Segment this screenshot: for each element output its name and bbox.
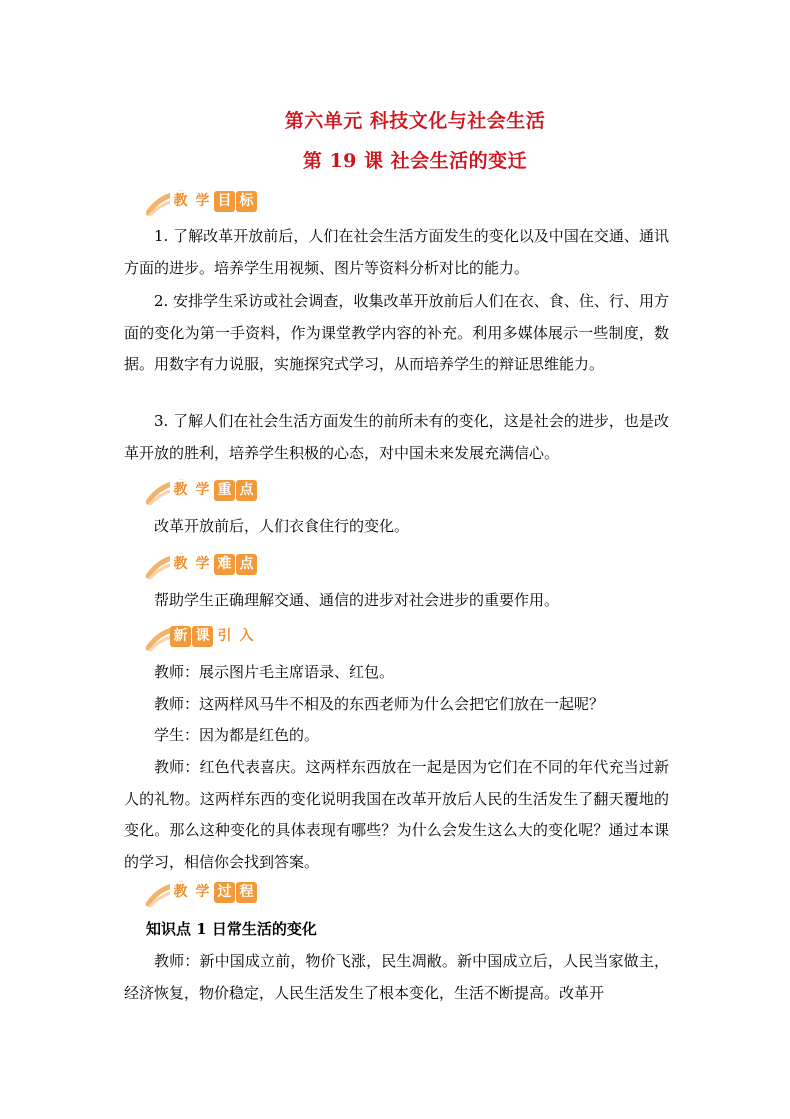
section-char: 目 [214, 191, 235, 212]
section-char: 教 [170, 554, 191, 575]
section-char: 学 [192, 480, 213, 501]
paragraph-intro-2: 教师：这两样风马牛不相及的东西老师为什么会把它们放在一起呢？ [154, 695, 605, 713]
paragraph-goal-1: 1. 了解改革开放前后，人们在社会生活方面发生的变化以及中国在交通、通讯方面的进步。培养学生用视频、图片等资料分析对比的能力。 [124, 227, 669, 277]
section-char: 程 [236, 882, 257, 903]
section-char: 学 [192, 554, 213, 575]
section-header-process [146, 878, 286, 908]
section-header-difficulties [146, 550, 286, 580]
section-char: 新 [170, 626, 191, 647]
paragraph-intro-1: 教师：展示图片毛主席语录、红包。 [154, 663, 395, 681]
paragraph-goal-2: 2. 安排学生采访或社会调查，收集改革开放前后人们在衣、食、住、行、用方面的变化为第一手资料，作为课堂教学内容的补充。利用多媒体展示一些制度，数据。用数字有力说服，实施探究式学习，从而培养学生的辩证思维能力。 [124, 292, 669, 373]
section-header-key-points [146, 476, 286, 506]
paragraph-intro-4: 教师：红色代表喜庆。这两样东西放在一起是因为它们在不同的年代充当过新人的礼物。这两样东西的变化说明我国在改革开放后人民的生活发生了翻天覆地的变化。那么这种变化的具体表现有哪些？为什么会发生这么大的变化呢？通过本课的学习，相信你会找到答案。 [124, 758, 669, 871]
section-char: 重 [214, 480, 235, 501]
section-char: 学 [192, 882, 213, 903]
section-char: 教 [170, 882, 191, 903]
section-header-goals [146, 187, 286, 217]
section-char: 标 [236, 191, 257, 212]
unit-title: 第六单元 科技文化与社会生活 [284, 110, 546, 132]
paragraph-key: 改革开放前后，人们衣食住行的变化。 [154, 517, 410, 535]
section-char: 课 [192, 626, 213, 647]
section-char: 过 [214, 882, 235, 903]
section-char: 学 [192, 191, 213, 212]
section-char: 引 [214, 626, 235, 647]
paragraph-difficulty: 帮助学生正确理解交通、通信的进步对社会进步的重要作用。 [154, 591, 560, 609]
section-header-intro [146, 622, 286, 652]
section-char: 点 [236, 480, 257, 501]
knowledge-point-heading: 知识点 1 日常生活的变化 [146, 920, 317, 938]
section-char: 难 [214, 554, 235, 575]
lesson-title: 第 19 课 社会生活的变迁 [302, 150, 528, 172]
paragraph-goal-3: 3. 了解人们在社会生活方面发生的前所未有的变化，这是社会的进步，也是改革开放的胜利，培养学生积极的心态，对中国未来发展充满信心。 [124, 412, 669, 462]
paragraph-intro-3: 学生：因为都是红色的。 [154, 726, 320, 744]
section-char: 点 [236, 554, 257, 575]
section-char: 教 [170, 191, 191, 212]
section-char: 入 [236, 626, 257, 647]
section-char: 教 [170, 480, 191, 501]
paragraph-process-1: 教师：新中国成立前，物价飞涨，民生凋敝。新中国成立后，人民当家做主，经济恢复，物价稳定，人民生活发生了根本变化，生活不断提高。改革开 [124, 952, 669, 1002]
